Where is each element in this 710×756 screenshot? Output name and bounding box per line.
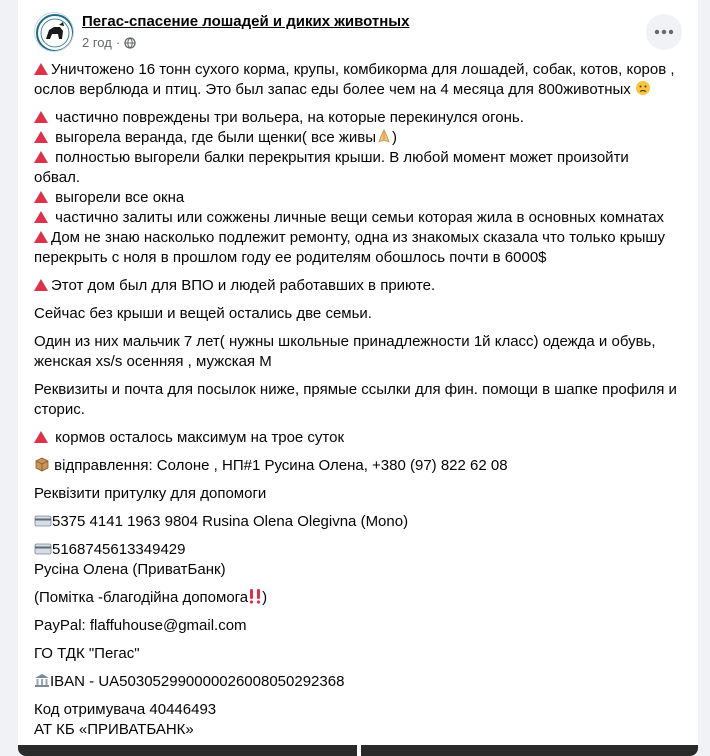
- post-header: [18, 0, 698, 60]
- post-text: [34, 60, 686, 748]
- double-exclamation-icon: [248, 588, 262, 604]
- text-line: обвал.: [34, 169, 80, 186]
- text-line: Уничтожено 16 тонн сухого корма, крупы, комбикорма для лошадей, собак, котов, коров ,: [51, 61, 675, 78]
- text-line: женская xs/s осенняя , мужская М: [34, 353, 272, 370]
- page-avatar[interactable]: [34, 12, 74, 52]
- sad-face-emoji: [635, 80, 651, 96]
- red-triangle-icon: [34, 151, 48, 163]
- text-line: ослов верблюда и птиц. Это был запас еды более чем на 4 месяца для 800животных: [34, 81, 631, 98]
- text-line: кормов осталось максимум на трое суток: [51, 429, 345, 446]
- post-time[interactable]: 2 год: [82, 35, 112, 50]
- more-options-button[interactable]: [646, 14, 682, 50]
- paragraph-9: [34, 484, 686, 504]
- text-line: Русіна Олена (ПриватБанк): [34, 561, 226, 578]
- paragraph-1: [34, 60, 686, 100]
- text-line: АТ КБ «ПРИВАТБАНК»: [34, 721, 194, 738]
- paragraph-11: [34, 540, 686, 580]
- text-line: выгорела веранда, где были щенки( все живы: [51, 129, 376, 146]
- folded-hands-emoji: [376, 128, 392, 144]
- text-line: Код отримувача 40446493: [34, 701, 217, 718]
- media-divider: [357, 745, 361, 756]
- text-line: Этот дом был для ВПО и людей работавших в приюте.: [51, 277, 436, 294]
- red-triangle-icon: [34, 279, 48, 291]
- paragraph-8: [34, 456, 686, 476]
- paragraph-2: [34, 108, 686, 268]
- paragraph-16: [34, 700, 686, 740]
- red-triangle-icon: [34, 211, 48, 223]
- paragraph-6: [34, 380, 686, 420]
- package-icon: [34, 456, 50, 472]
- paragraph-13: [34, 616, 686, 636]
- page-logo-icon: [35, 13, 74, 52]
- text-line: IBAN - UA503052990000026008050292368: [50, 673, 345, 690]
- text-line: відправлення: Солоне , НП#1 Русина Олена, +380 (97) 822 62 08: [50, 457, 508, 474]
- red-triangle-icon: [34, 191, 48, 203]
- text-line: ): [262, 589, 268, 606]
- red-triangle-icon: [34, 63, 48, 75]
- text-line: Сейчас без крыши и вещей остались две семьи.: [34, 305, 372, 322]
- paragraph-5: [34, 332, 686, 372]
- paragraph-4: [34, 304, 686, 324]
- paragraph-15: [34, 672, 686, 692]
- text-line: выгорели все окна: [51, 189, 185, 206]
- text-line: Дом не знаю насколько подлежит ремонту, одна из знакомых сказала что только крышу: [51, 229, 665, 246]
- more-horizontal-icon: [654, 29, 674, 35]
- red-triangle-icon: [34, 131, 48, 143]
- post-meta: [82, 35, 136, 50]
- credit-card-icon: [34, 514, 52, 528]
- red-triangle-icon: [34, 111, 48, 123]
- text-line: Реквизиты и почта для посылок ниже, прямые ссылки для фин. помощи в шапке профиля и: [34, 381, 677, 398]
- paragraph-12: [34, 588, 686, 608]
- text-line: 5375 4141 1963 9804 Rusina Olena Olegivna (Mono): [52, 513, 409, 530]
- text-line: полностью выгорели балки перекрытия крыши. В любой момент может произойти: [51, 149, 629, 166]
- post-card: [18, 0, 698, 756]
- paragraph-10: [34, 512, 686, 532]
- credit-card-icon: [34, 542, 52, 556]
- text-line: ): [392, 129, 397, 146]
- text-line: частично залиты или сожжены личные вещи семьи которая жила в основных комнатах: [51, 209, 665, 226]
- paragraph-3: [34, 276, 686, 296]
- text-line: ГО ТДК "Пегас": [34, 645, 140, 662]
- text-line: частично повреждены три вольера, на которые перекинулся огонь.: [51, 109, 524, 126]
- text-line: сторис.: [34, 401, 85, 418]
- text-line: Реквізити притулку для допомоги: [34, 485, 267, 502]
- text-line: Один из них мальчик 7 лет( нужны школьные принадлежности 1й класс) одежда и обувь,: [34, 333, 656, 350]
- globe-icon[interactable]: [124, 37, 136, 49]
- red-triangle-icon: [34, 231, 48, 243]
- text-line: (Помітка -благодійна допомога: [34, 589, 249, 606]
- text-line: PayPal: flaffuhouse@gmail.com: [34, 617, 247, 634]
- text-line: перекрыть с ноля в прошлом году ее родителям обошлось почти в 6000$: [34, 249, 547, 266]
- page-name-link[interactable]: Пегас-спасение лошадей и диких животных: [82, 13, 410, 30]
- paragraph-7: [34, 428, 686, 448]
- bank-icon: [34, 672, 50, 688]
- text-line: 5168745613349429: [52, 541, 186, 558]
- paragraph-14: [34, 644, 686, 664]
- red-triangle-icon: [34, 431, 48, 443]
- meta-separator: ·: [115, 35, 121, 50]
